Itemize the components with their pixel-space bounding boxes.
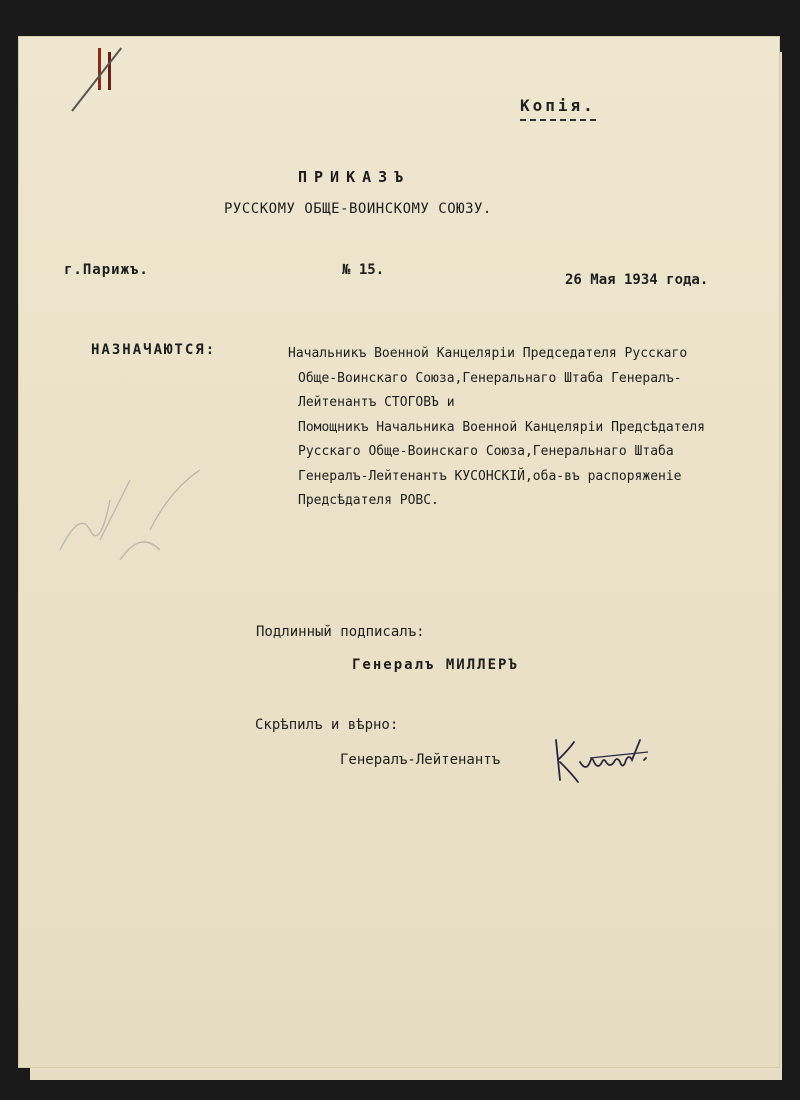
body-line: Обще-Воинскаго Союза,Генеральнаго Штаба Генералъ- (298, 370, 682, 386)
order-title: ПРИКАЗЪ (298, 168, 411, 186)
order-number: № 15. (342, 262, 385, 278)
order-date: 26 Мая 1934 года. (565, 272, 709, 288)
place: г.Парижъ. (64, 262, 149, 278)
body-line: Помощникъ Начальника Военной Канцеляріи Предсѣдателя (298, 419, 705, 435)
pencil-scribble (50, 430, 220, 570)
body-line: Начальникъ Военной Канцеляріи Председателя Русскаго (288, 346, 688, 361)
signed-original-label: Подлинный подписалъ: (256, 624, 425, 640)
order-subtitle: РУССКОМУ ОБЩЕ-ВОИНСКОМУ СОЮЗУ. (224, 201, 492, 217)
appoint-label: НАЗНАЧАЮТСЯ: (91, 342, 217, 358)
pin-hole-mark (108, 52, 111, 90)
order-body (288, 342, 778, 514)
handwritten-signature (548, 730, 658, 790)
pin-hole-mark (98, 48, 101, 90)
signatory-name: Генералъ МИЛЛЕРЪ (352, 657, 519, 673)
body-line: Предсѣдателя РОВС. (298, 493, 439, 508)
copy-stamp: Копія. (520, 96, 596, 121)
certifier-rank: Генералъ-Лейтенантъ (340, 752, 501, 768)
body-line: Генералъ-Лейтенантъ КУСОНСКІЙ,оба-въ распоряженіе (298, 468, 682, 484)
body-line: Лейтенантъ СТОГОВЪ и (298, 395, 455, 410)
certified-label: Скрѣпилъ и вѣрно: (255, 717, 399, 733)
body-line: Русскаго Обще-Воинскаго Союза,Генеральнаго Штаба (298, 444, 674, 459)
